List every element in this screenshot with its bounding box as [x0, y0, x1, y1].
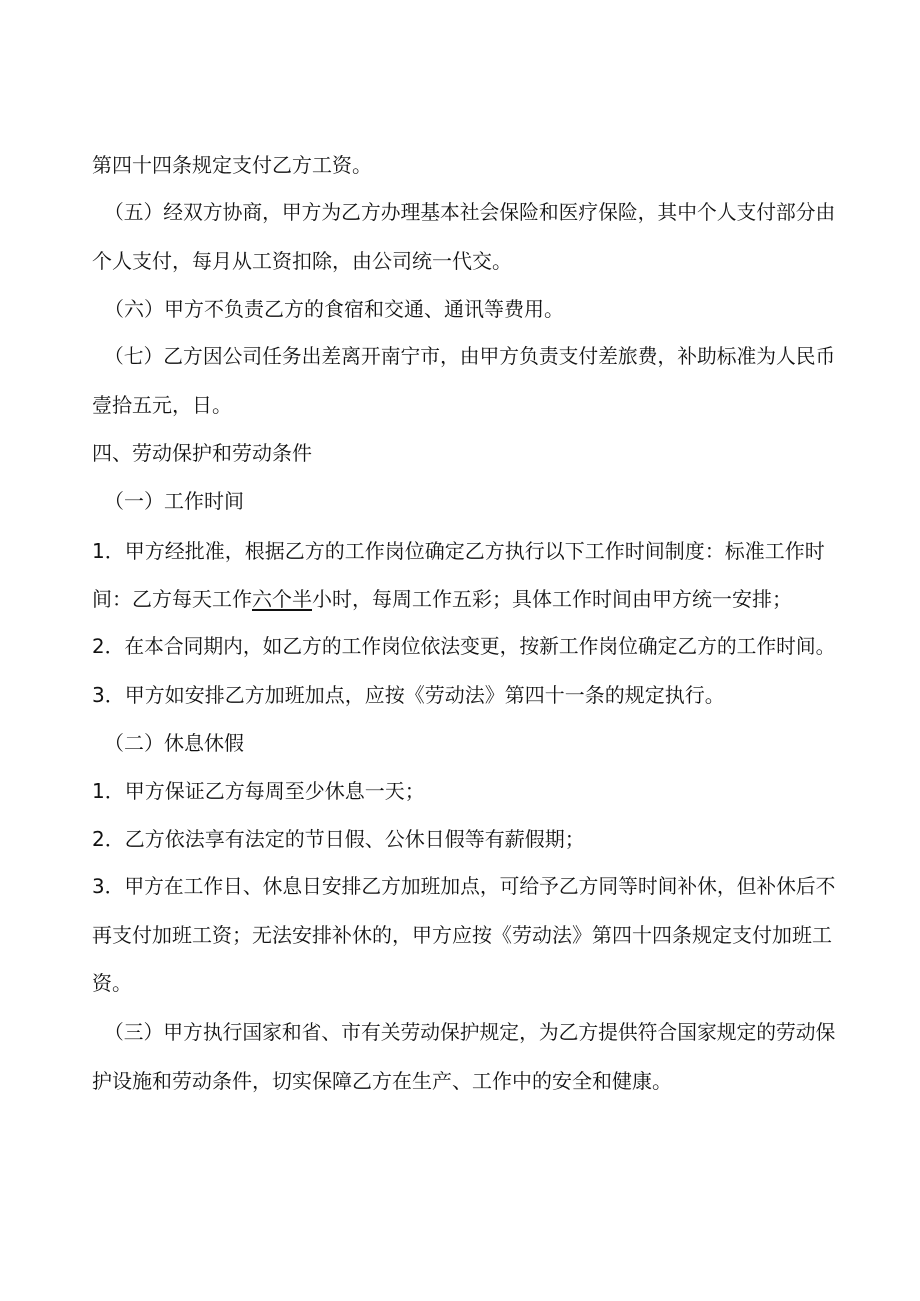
clause-five-line-2: 个人支付，每月从工资扣除，由公司统一代交。 [92, 249, 512, 273]
clause-three-line-1: （三）甲方执行国家和省、市有关劳动保护规定，为乙方提供符合国家规定的劳动保 [104, 1021, 836, 1044]
subsection-heading-work-hours: （一）工作时间 [104, 489, 244, 513]
clause-seven-line-2: 壹拾五元，日。 [92, 393, 232, 417]
work-hours-text-before: 间：乙方每天工作 [92, 587, 252, 611]
rest-item-3-line-1: 3．甲方在工作日、休息日安排乙方加班加点，可给予乙方同等时间补休，但补休后不 [92, 875, 836, 898]
rest-item-2: 2．乙方依法享有法定的节日假、公休日假等有薪假期； [92, 827, 585, 851]
clause-seven-line-1: （七）乙方因公司任务出差离开南宁市，由甲方负责支付差旅费，补助标准为人民币 [104, 345, 836, 368]
rest-item-3-line-2: 再支付加班工资；无法安排补休的，甲方应按《劳动法》第四十四条规定支付加班工 [92, 923, 832, 947]
work-hours-text-after: 小时，每周工作五彩；具体工作时间由甲方统一安排； [312, 587, 792, 611]
subsection-heading-rest-leave: （二）休息休假 [104, 731, 244, 755]
work-hours-item-2: 2．在本合同期内，如乙方的工作岗位依法变更，按新工作岗位确定乙方的工作时间。 [92, 635, 836, 658]
section-heading-labor-protection: 四、劳动保护和劳动条件 [92, 441, 312, 465]
rest-item-1: 1．甲方保证乙方每周至少休息一天； [92, 779, 425, 803]
paragraph-line: 第四十四条规定支付乙方工资。 [92, 153, 372, 177]
rest-item-3-line-3: 资。 [92, 971, 132, 995]
work-hours-item-1-line-1: 1．甲方经批准，根据乙方的工作岗位确定乙方执行以下工作时间制度：标准工作时 [92, 539, 825, 563]
work-hours-underlined-value: 六个半 [252, 587, 312, 611]
clause-six: （六）甲方不负责乙方的食宿和交通、通讯等费用。 [104, 297, 564, 321]
work-hours-item-1-line-2 [92, 586, 792, 612]
clause-three-line-2: 护设施和劳动条件，切实保障乙方在生产、工作中的安全和健康。 [92, 1069, 672, 1093]
work-hours-item-3: 3．甲方如安排乙方加班加点，应按《劳动法》第四十一条的规定执行。 [92, 683, 725, 707]
clause-five-line-1: （五）经双方协商，甲方为乙方办理基本社会保险和医疗保险，其中个人支付部分由 [104, 201, 836, 224]
